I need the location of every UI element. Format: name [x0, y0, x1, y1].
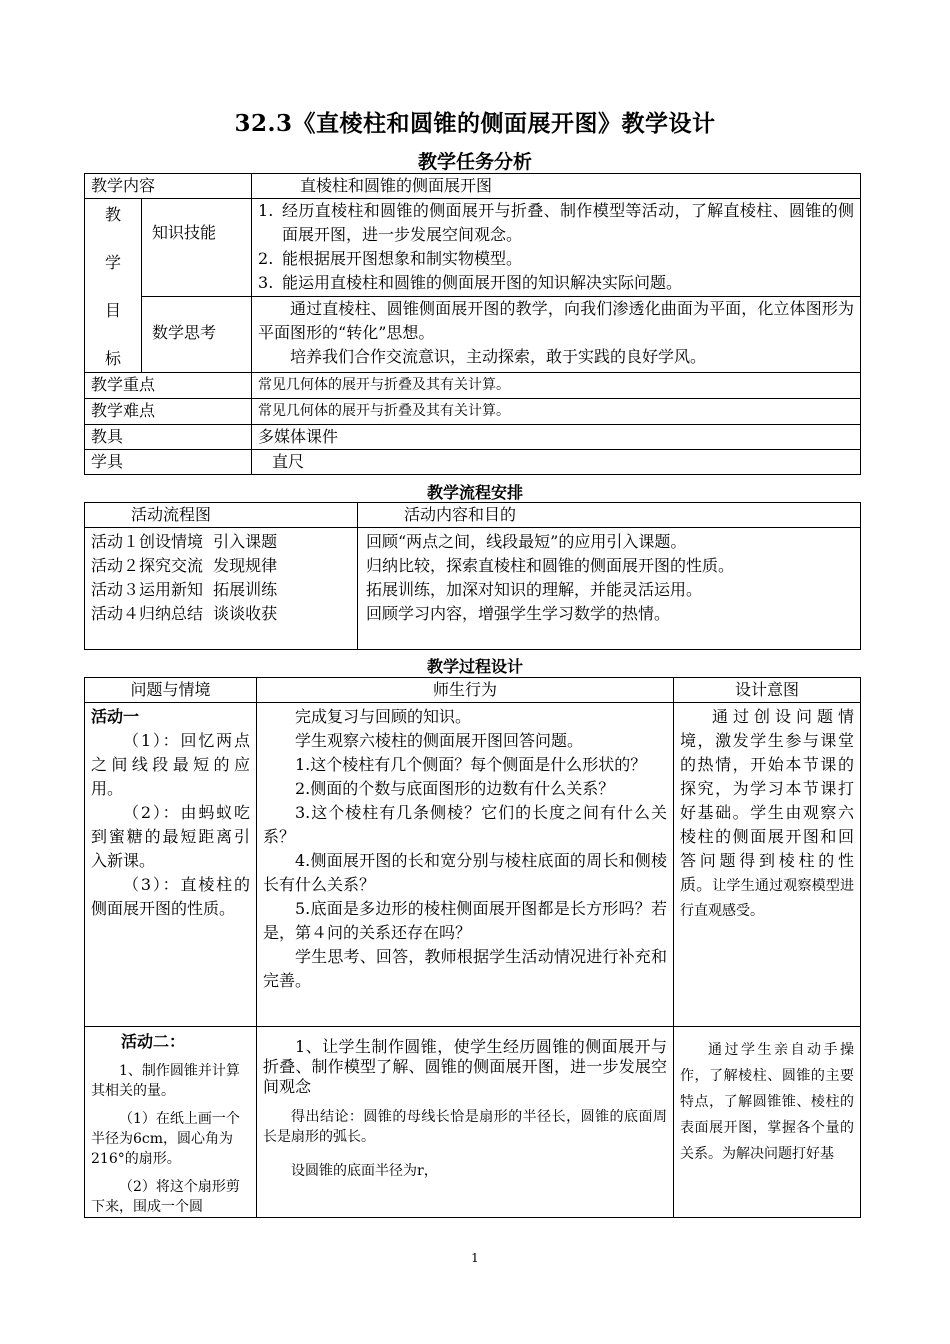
activity1-problem: （2）：由蚂蚁吃到蜜糖的最短距离引入新课。	[91, 803, 250, 870]
task-analysis-table	[84, 173, 861, 475]
thinking-paras	[252, 297, 861, 373]
activity1-behavior: 学生思考、回答，教师根据学生活动情况进行补充和完善。	[263, 947, 667, 990]
activity1-behaviors	[257, 703, 674, 1027]
activity2-behavior: 得出结论：圆锥的母线长恰是扇形的半径长，圆锥的底面周长是扇形的弧长。	[263, 1109, 667, 1145]
activity1-behavior: 1.这个棱柱有几个侧面？每个侧面是什么形状的？	[295, 755, 647, 774]
activity1-behavior: 学生观察六棱柱的侧面展开图回答问题。	[295, 731, 584, 750]
flow-purpose: 拓展训练，加深对知识的理解，并能灵活运用。	[366, 580, 703, 599]
content-label: 教学内容	[85, 174, 252, 199]
knowledge-item: 1. 经历直棱柱和圆锥的侧面展开与折叠、制作模型等活动，了解直棱柱、圆锥的侧面展开图，进一步发展空间观念。	[258, 201, 855, 244]
flow-activity: 活动１创设情境 引入课题	[91, 532, 278, 551]
page-number: 1	[471, 1251, 479, 1265]
section-heading-flow: 教学流程安排	[426, 483, 523, 502]
knowledge-item: 3. 能运用直棱柱和圆锥的侧面展开图的知识解决实际问题。	[258, 273, 683, 292]
activity2-problem: （2）将这个扇形剪下来，围成一个圆	[91, 1179, 240, 1215]
tools-value: 多媒体课件	[252, 425, 861, 450]
activity1-intent-main: 通过创设问题情境，激发学生参与课堂的热情，开始本节课的探究，为学习本节课打好基础。学生由观察六棱柱的侧面展开图和回答问题得到棱柱的性质。让学生通过观察模型进行直观感受。	[680, 707, 854, 919]
section-heading-task-analysis: 教学任务分析	[417, 151, 532, 173]
flow-activity: 活动２探究交流 发现规律	[91, 556, 278, 575]
activity1-problem: （3）：直棱柱的侧面展开图的性质。	[91, 875, 250, 918]
knowledge-item: 2. 能根据展开图想象和制实物模型。	[258, 249, 523, 268]
thinking-para: 培养我们合作交流意识，主动探索，敢于实践的良好学风。	[290, 347, 707, 366]
activity2-problem: （1）在纸上画一个半径为6cm，圆心角为216°的扇形。	[91, 1111, 240, 1167]
flow-activity: 活动３运用新知 拓展训练	[91, 580, 278, 599]
student-tools-label: 学具	[85, 450, 252, 475]
activity2-intent: 通过学生亲自动手操作，了解棱柱、圆锥的主要特点，了解圆锥锥、棱柱的表面展开图，掌握各个量的关系。为解决问题打好基	[674, 1027, 861, 1218]
activity2-behavior: 1、让学生制作圆锥，使学生经历圆锥的侧面展开与折叠、制作模型了解、圆锥的侧面展开图，进一步发展空间观念	[263, 1037, 667, 1096]
activity2-problem: 1、制作圆锥并计算其相关的量。	[91, 1063, 240, 1099]
knowledge-label: 知识技能	[142, 199, 252, 297]
content-value: 直棱柱和圆锥的侧面展开图	[252, 174, 861, 199]
flow-purpose: 回顾“两点之间，线段最短”的应用引入课题。	[366, 532, 687, 551]
flow-activities	[85, 528, 358, 650]
activity1-problems	[85, 703, 257, 1027]
key-value: 常见几何体的展开与折叠及其有关计算。	[252, 373, 861, 399]
process-table	[84, 677, 861, 1218]
activity1-behavior: 4.侧面展开图的长和宽分别与棱柱底面的周长和侧棱长有什么关系？	[263, 851, 667, 894]
document-title: 32.3《直棱柱和圆锥的侧面展开图》教学设计	[234, 110, 716, 137]
activity1-title: 活动一	[91, 707, 140, 726]
section-heading-process: 教学过程设计	[426, 657, 523, 676]
thinking-para: 通过直棱柱、圆锥侧面展开图的教学，向我们渗透化曲面为平面，化立体图形为平面图形的“转化”思想。	[258, 299, 855, 342]
goal-char: 标	[104, 348, 121, 368]
flow-purposes	[358, 528, 861, 650]
flow-col-header: 活动流程图	[85, 503, 358, 528]
flow-table	[84, 502, 861, 650]
goal-char: 教	[104, 204, 121, 224]
activity1-behavior: 3.这个棱柱有几条侧棱？它们的长度之间有什么关系？	[263, 803, 667, 846]
activity1-behavior: 2.侧面的个数与底面图形的边数有什么关系？	[295, 779, 615, 798]
goal-char: 目	[104, 300, 121, 320]
process-col-header: 问题与情境	[85, 678, 257, 703]
activity1-problem: （1）：回忆两点之间线段最短的应用。	[91, 731, 250, 798]
thinking-label: 数学思考	[142, 297, 252, 373]
flow-activity: 活动４归纳总结 谈谈收获	[91, 604, 278, 623]
flow-col-header: 活动内容和目的	[358, 503, 861, 528]
activity2-title: 活动二：	[121, 1032, 186, 1051]
goal-char: 学	[104, 252, 121, 272]
knowledge-items	[252, 199, 861, 297]
student-tools-value: 直尺	[252, 450, 861, 475]
process-col-header: 设计意图	[674, 678, 861, 703]
activity2-behavior: 设圆锥的底面半径为r，	[291, 1163, 438, 1179]
difficult-label: 教学难点	[85, 399, 252, 425]
flow-purpose: 归纳比较，探索直棱柱和圆锥的侧面展开图的性质。	[366, 556, 735, 575]
process-col-header: 师生行为	[257, 678, 674, 703]
activity1-behavior: 完成复习与回顾的知识。	[295, 707, 472, 726]
goal-label	[85, 199, 142, 373]
activity1-behavior: 5.底面是多边形的棱柱侧面展开图都是长方形吗？若是，第４问的关系还存在吗？	[263, 899, 667, 942]
difficult-value: 常见几何体的展开与折叠及其有关计算。	[252, 399, 861, 425]
flow-purpose: 回顾学习内容，增强学生学习数学的热情。	[366, 604, 671, 623]
activity1-intent-small: 让学生通过观察模型进行直观感受。	[680, 878, 854, 919]
activity2-problems	[85, 1027, 257, 1218]
activity2-behaviors	[257, 1027, 674, 1218]
tools-label: 教具	[85, 425, 252, 450]
key-label: 教学重点	[85, 373, 252, 399]
activity1-intent	[674, 703, 861, 1027]
